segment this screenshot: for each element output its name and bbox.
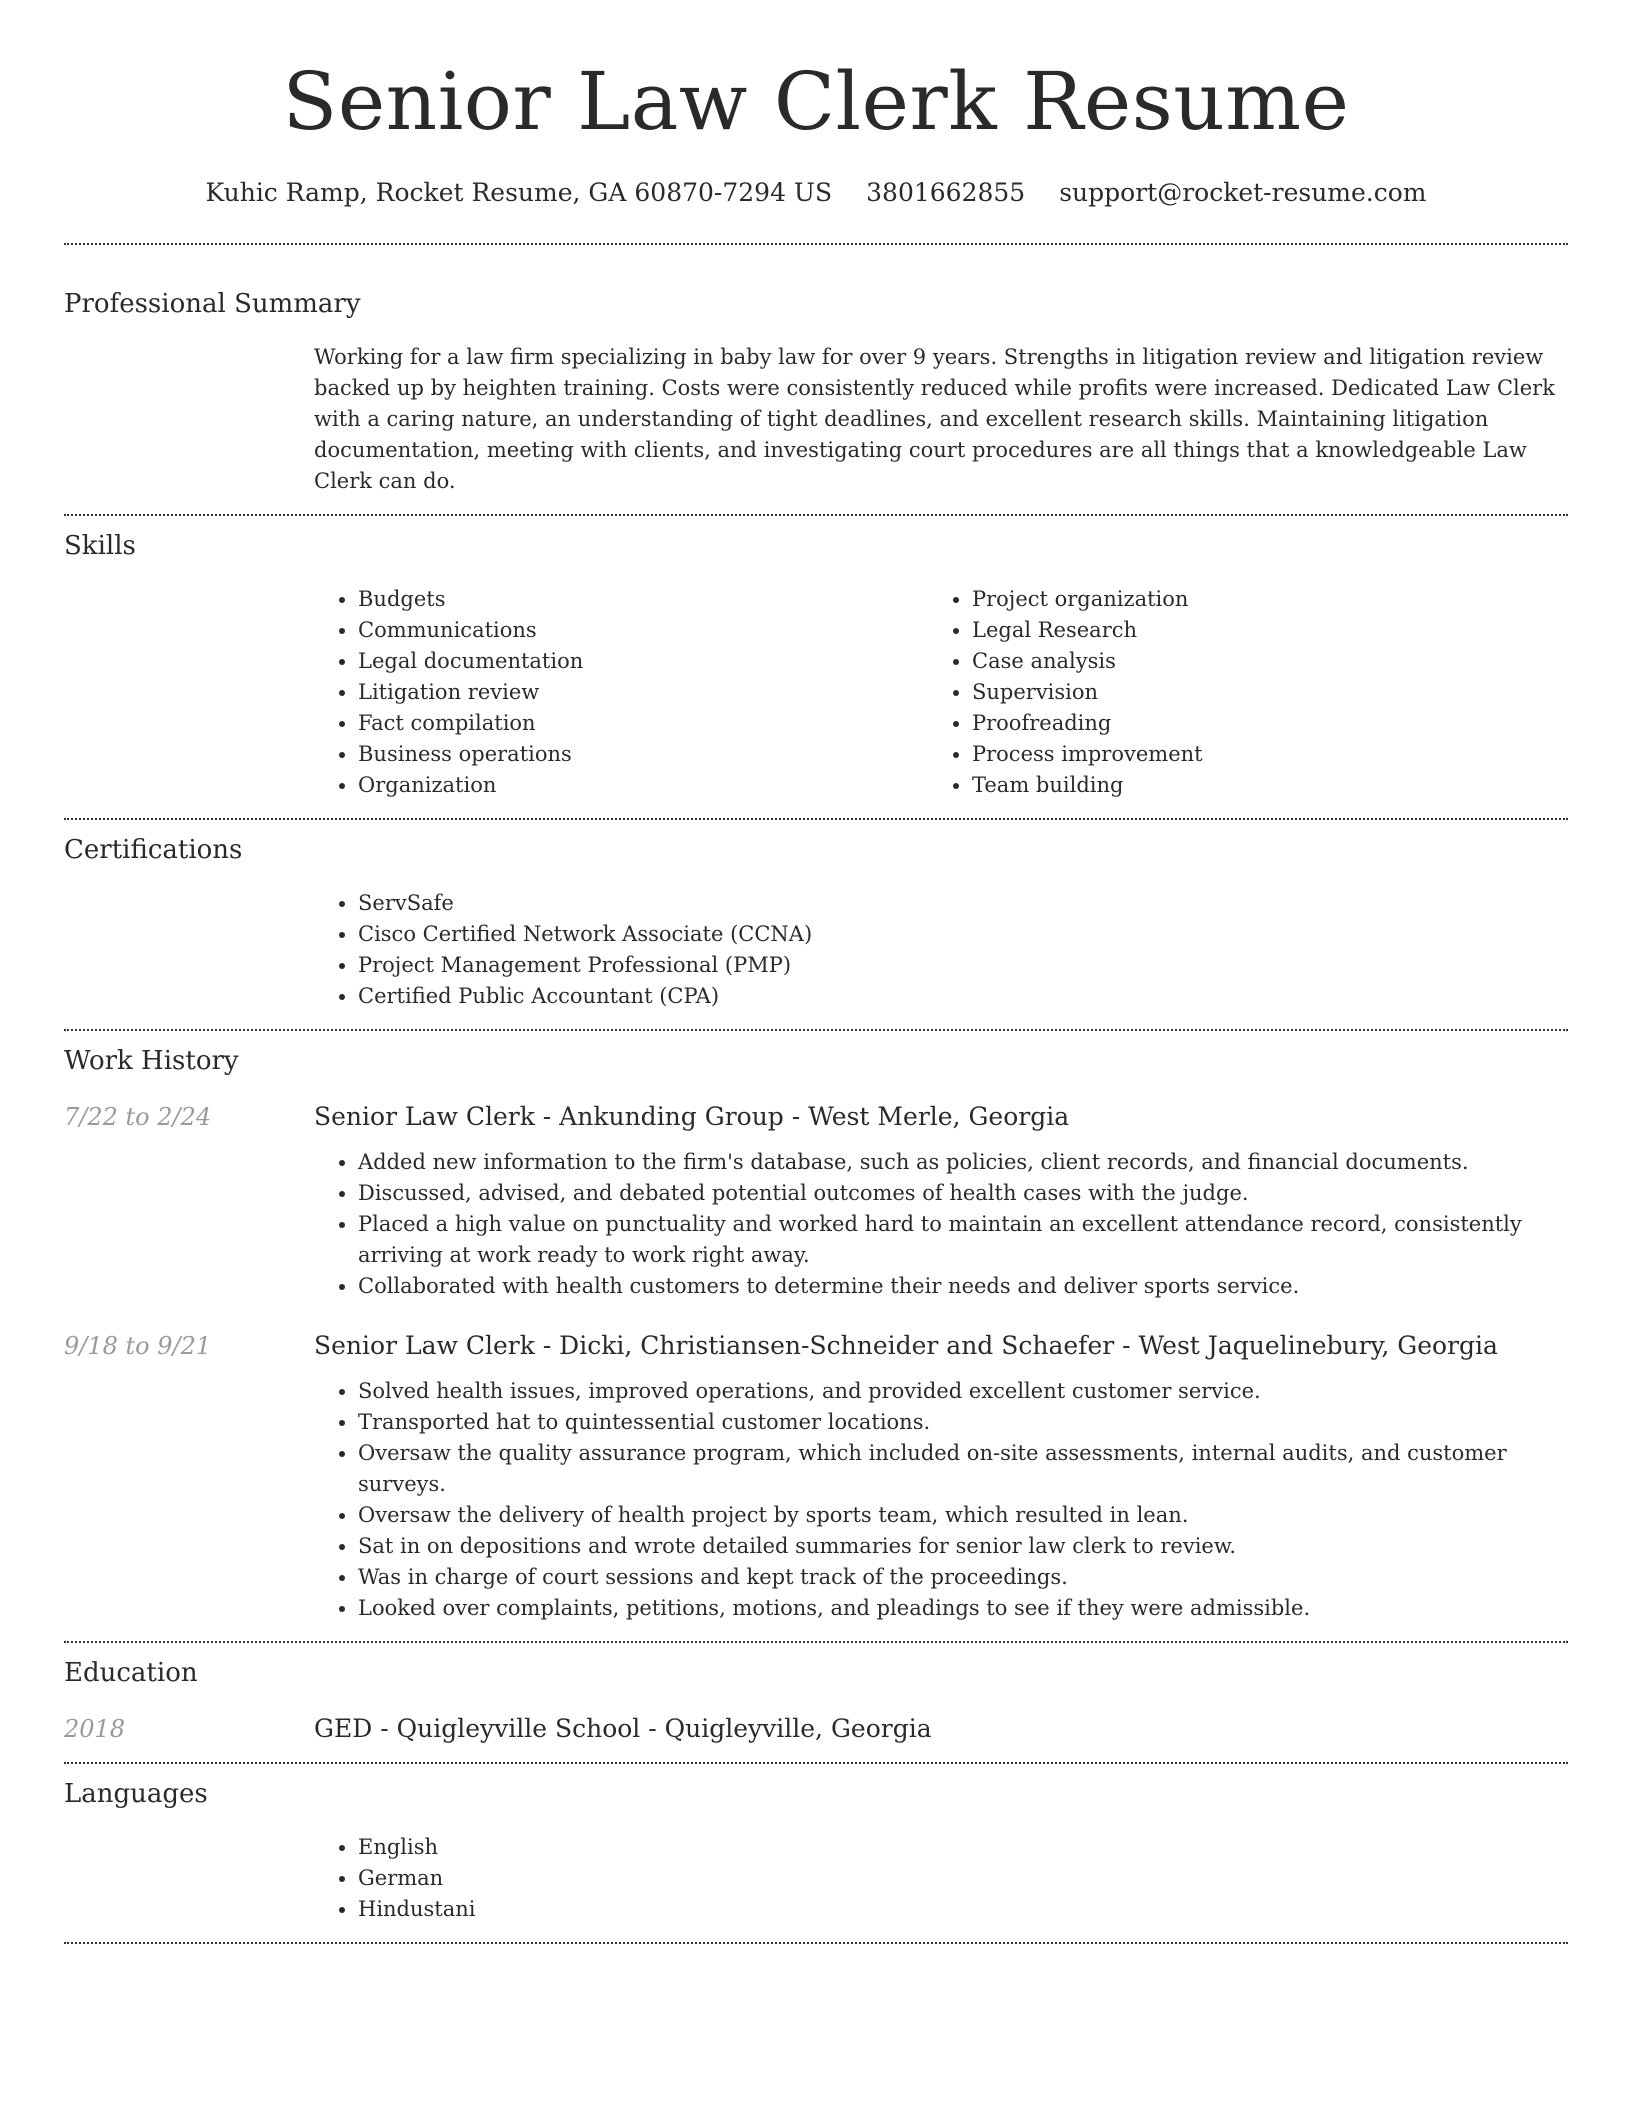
summary-content — [314, 342, 1568, 497]
skill-item: • Process improvement — [972, 739, 1542, 770]
page-title: Senior Law Clerk Resume — [282, 55, 1350, 148]
education-title: GED - Quigleyville School - Quigleyville, Georgia — [314, 1714, 932, 1743]
work-bullet: • Placed a high value on punctuality and worked hard to maintain an excellent attendance record, consistently arriving at work ready to work right away. — [358, 1209, 1568, 1271]
contact-address: Kuhic Ramp, Rocket Resume, GA 60870-7294 US — [205, 178, 833, 207]
work-bullets — [314, 1376, 1568, 1624]
work-bullet: • Looked over complaints, petitions, motions, and pleadings to see if they were admissible. — [358, 1593, 1568, 1624]
work-title: Senior Law Clerk - Dicki, Christiansen-Schneider and Schaefer - West Jaquelinebury, Georgia — [314, 1331, 1498, 1360]
education-entry — [64, 1712, 1568, 1746]
certification-item: • Cisco Certified Network Associate (CCNA) — [358, 919, 1568, 950]
skills-list-left — [314, 584, 928, 801]
work-bullet: • Oversaw the quality assurance program, which included on-site assessments, internal audits, and customer surveys. — [358, 1438, 1568, 1500]
summary-heading: Professional Summary — [64, 289, 361, 319]
contact-phone: 3801662855 — [866, 178, 1026, 207]
skill-item: • Budgets — [358, 584, 928, 615]
work-dates: 7/22 to 2/24 — [64, 1103, 212, 1131]
work-entry — [64, 1329, 1568, 1363]
work-bullets — [314, 1147, 1568, 1302]
language-item: • English — [358, 1832, 1568, 1863]
certifications-list — [314, 888, 1568, 1012]
skill-item: • Team building — [972, 770, 1542, 801]
work-heading: Work History — [64, 1046, 239, 1076]
work-bullet: • Collaborated with health customers to determine their needs and deliver sports service. — [358, 1271, 1568, 1302]
skill-item: • Litigation review — [358, 677, 928, 708]
work-bullet: • Discussed, advised, and debated potential outcomes of health cases with the judge. — [358, 1178, 1568, 1209]
languages-content — [314, 1832, 1568, 1925]
contact-line — [64, 176, 1568, 210]
education-year: 2018 — [64, 1715, 126, 1743]
summary-text: Working for a law firm specializing in baby law for over 9 years. Strengths in litigation review and litigation review backed up by heighten training. Costs were consistently reduced while profits were increased. Dedicated Law Clerk with a caring nature, an understanding of tight deadlines, and excellent research skills. Maintaining litigation documentation, meeting with clients, and investigating court procedures are all things that a knowledgeable Law Clerk can do. — [314, 345, 1555, 493]
language-item: • Hindustani — [358, 1894, 1568, 1925]
language-item: • German — [358, 1863, 1568, 1894]
languages-heading: Languages — [64, 1779, 208, 1809]
certifications-heading: Certifications — [64, 835, 243, 865]
certification-item: • Certified Public Accountant (CPA) — [358, 981, 1568, 1012]
skills-heading: Skills — [64, 531, 136, 561]
skill-item: • Business operations — [358, 739, 928, 770]
work-bullet: • Solved health issues, improved operations, and provided excellent customer service. — [358, 1376, 1568, 1407]
work-title: Senior Law Clerk - Ankunding Group - West Merle, Georgia — [314, 1102, 1070, 1131]
work-entry — [64, 1100, 1568, 1134]
skill-item: • Fact compilation — [358, 708, 928, 739]
section-divider — [64, 818, 1568, 820]
section-divider — [64, 1942, 1568, 1944]
section-divider — [64, 1641, 1568, 1643]
skill-item: • Project organization — [972, 584, 1542, 615]
section-divider — [64, 243, 1568, 245]
work-bullet: • Added new information to the firm's database, such as policies, client records, and financial documents. — [358, 1147, 1568, 1178]
section-divider — [64, 514, 1568, 516]
skills-list-right — [928, 584, 1542, 801]
skill-item: • Legal Research — [972, 615, 1542, 646]
skill-item: • Legal documentation — [358, 646, 928, 677]
certification-item: • ServSafe — [358, 888, 1568, 919]
section-divider — [64, 1029, 1568, 1031]
work-bullet: • Oversaw the delivery of health project by sports team, which resulted in lean. — [358, 1500, 1568, 1531]
languages-list — [314, 1832, 1568, 1925]
skill-item: • Case analysis — [972, 646, 1542, 677]
work-bullet: • Transported hat to quintessential customer locations. — [358, 1407, 1568, 1438]
skill-item: • Supervision — [972, 677, 1542, 708]
work-bullet-list — [314, 1376, 1568, 1624]
certification-item: • Project Management Professional (PMP) — [358, 950, 1568, 981]
work-bullet-list — [314, 1147, 1568, 1302]
skill-item: • Organization — [358, 770, 928, 801]
skills-grid — [314, 584, 1568, 801]
work-bullet: • Was in charge of court sessions and kept track of the proceedings. — [358, 1562, 1568, 1593]
contact-email: support@rocket-resume.com — [1059, 178, 1427, 207]
work-bullet: • Sat in on depositions and wrote detailed summaries for senior law clerk to review. — [358, 1531, 1568, 1562]
skill-item: • Communications — [358, 615, 928, 646]
education-heading: Education — [64, 1658, 198, 1688]
skill-item: • Proofreading — [972, 708, 1542, 739]
section-divider — [64, 1762, 1568, 1764]
work-dates: 9/18 to 9/21 — [64, 1332, 212, 1360]
certifications-content — [314, 888, 1568, 1012]
